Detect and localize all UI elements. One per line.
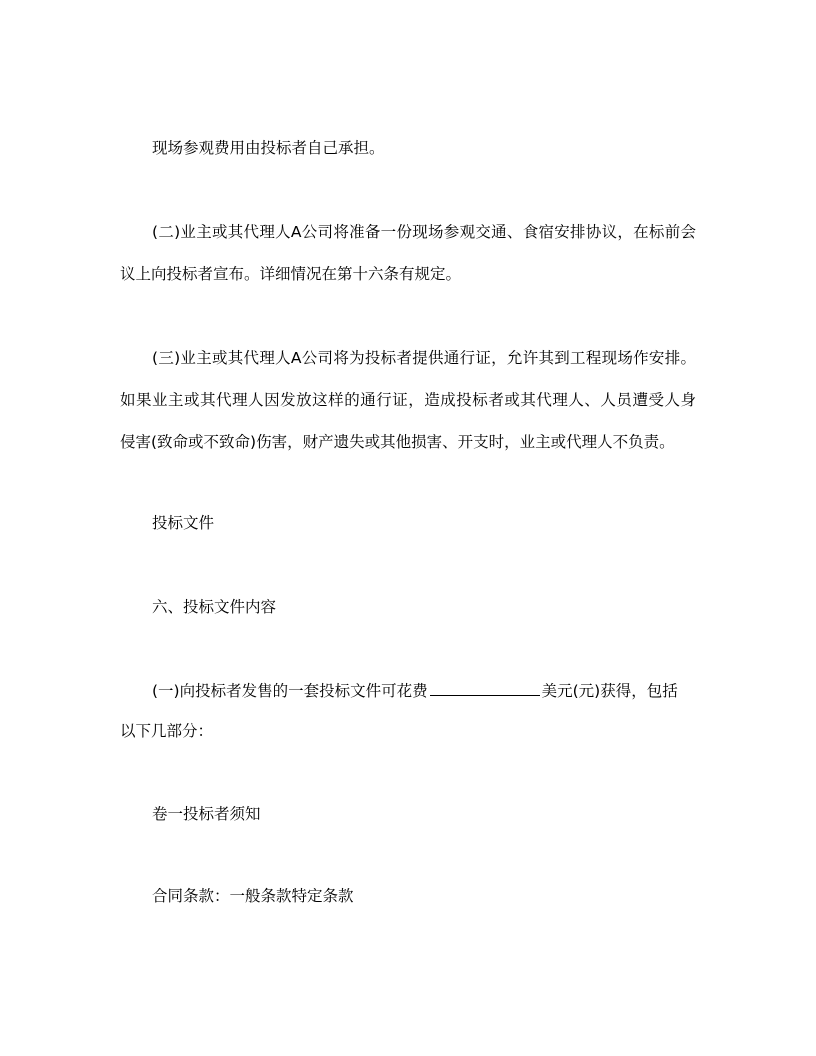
paragraph-site-visit-cost: 现场参观费用由投标者自己承担。 <box>152 139 385 157</box>
contract-terms-line: 合同条款：一般条款特定条款 <box>152 887 354 905</box>
paragraph-4-text-after-blank: 美元(元)获得，包括 <box>541 682 678 700</box>
paragraph-4-line-1 <box>152 679 678 701</box>
price-blank-underline <box>430 679 540 696</box>
paragraph-3-line-1: (三)业主或其代理人A公司将为投标者提供通行证，允许其到工程现场作安排。 <box>152 349 696 367</box>
paragraph-2-line-1: (二)业主或其代理人A公司将准备一份现场参观交通、食宿安排协议，在标前会 <box>152 223 696 241</box>
paragraph-3-line-3: 侵害(致命或不致命)伤害，财产遗失或其他损害、开支时，业主或代理人不负责。 <box>120 433 675 451</box>
volume-one-title: 卷一投标者须知 <box>152 805 261 823</box>
paragraph-3-line-2: 如果业主或其代理人因发放这样的通行证，造成投标者或其代理人、人员遭受人身 <box>120 391 696 409</box>
paragraph-4-line-2: 以下几部分： <box>120 722 214 740</box>
heading-bid-documents: 投标文件 <box>152 514 215 532</box>
paragraph-2-line-2: 议上向投标者宣布。详细情况在第十六条有规定。 <box>120 265 462 283</box>
paragraph-4-text-before-blank: (一)向投标者发售的一套投标文件可花费 <box>152 682 428 700</box>
heading-section-six: 六、投标文件内容 <box>152 598 277 616</box>
